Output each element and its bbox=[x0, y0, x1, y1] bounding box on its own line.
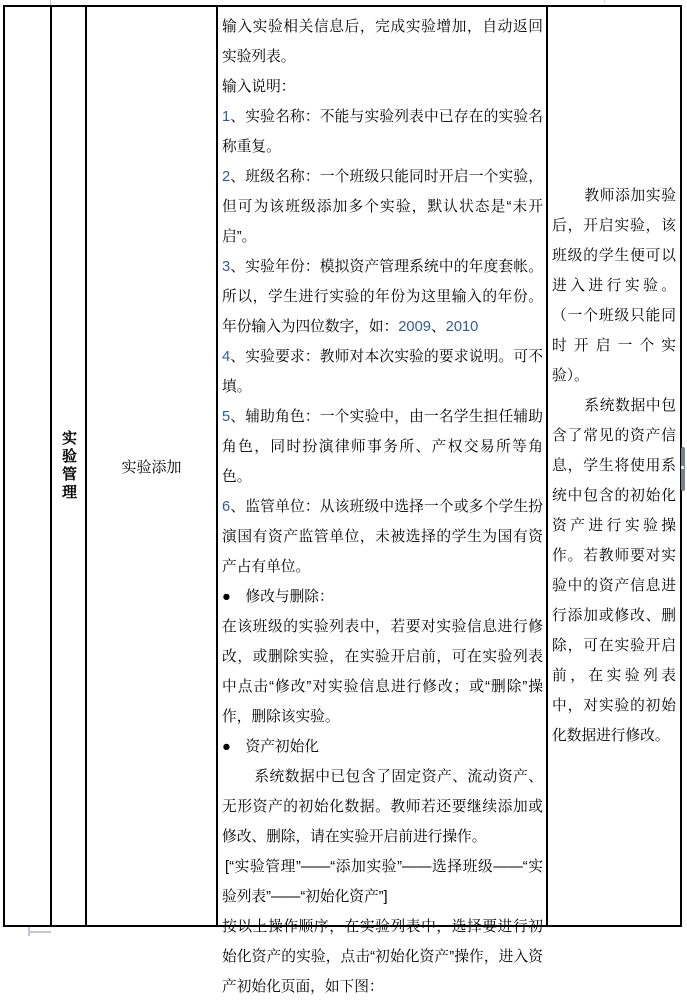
page-boundary-mark bbox=[28, 931, 51, 933]
paragraph bbox=[552, 181, 676, 391]
paragraph bbox=[222, 12, 543, 72]
paragraph bbox=[222, 252, 543, 342]
paragraph bbox=[222, 492, 543, 582]
table-cell-category bbox=[52, 7, 87, 925]
table-cell-instructions bbox=[218, 7, 548, 995]
text-run: 教师添加实验后，开启实验，该班级的学生便可以进入进行实验。（一个班级只能同时开启一个实验）。 bbox=[552, 188, 676, 384]
text-run: 、监管单位：从该班级中选择一个或多个学生扮演国有资产监管单位，未被选择的学生为国有资产占有单位。 bbox=[222, 499, 543, 575]
scrollbar-thumb[interactable] bbox=[681, 447, 685, 491]
category-label: 实验管理 bbox=[60, 430, 77, 502]
text-run: ● 修改与删除： bbox=[222, 589, 334, 605]
text-run: 2 bbox=[222, 169, 231, 185]
text-run: 输入实验相关信息后，完成实验增加，自动返回实验列表。 bbox=[222, 19, 543, 65]
text-run: 在该班级的实验列表中，若要对实验信息进行修改，或删除实验，在实验开启前，可在实验列表中点击“修改”对实验信息进行修改；或“删除”操作，删除该实验。 bbox=[222, 619, 543, 725]
text-run: 、班级名称：一个班级只能同时开启一个实验，但可为该班级添加多个实验，默认状态是“未开启”。 bbox=[222, 169, 543, 245]
paragraph bbox=[222, 762, 543, 852]
text-run: 系统数据中包含了常见的资产信息，学生将使用系统中包含的初始化资产进行实验操作。若教师要对实验中的资产信息进行添加或修改、删除，可在实验开启前，在实验列表中，对实验的初始化数据进行修改。 bbox=[552, 398, 676, 744]
paragraph bbox=[222, 102, 543, 162]
page-boundary-mark bbox=[28, 927, 30, 936]
text-run: 输入说明： bbox=[222, 79, 296, 95]
text-run: 、 bbox=[430, 319, 446, 335]
paragraph bbox=[222, 612, 543, 732]
text-run: ● 资产初始化 bbox=[222, 739, 319, 755]
scrollbar-grip-icon bbox=[681, 466, 684, 469]
feature-label: 实验添加 bbox=[121, 458, 182, 476]
note-text-block bbox=[552, 181, 676, 751]
paragraph bbox=[222, 852, 543, 912]
text-run: 2009 bbox=[398, 319, 431, 335]
table-cell-feature bbox=[87, 7, 218, 925]
text-run: 3 bbox=[222, 259, 231, 275]
paragraph bbox=[222, 912, 543, 1002]
text-run: 、实验名称：不能与实验列表中已存在的实验名称重复。 bbox=[222, 109, 543, 155]
table-cell-empty bbox=[5, 7, 52, 925]
text-run: 4 bbox=[222, 349, 231, 365]
paragraph bbox=[222, 732, 543, 762]
paragraph bbox=[222, 402, 543, 492]
paragraph bbox=[222, 582, 543, 612]
paragraph bbox=[222, 162, 543, 252]
text-run: 2010 bbox=[445, 319, 479, 335]
page-boundary-mark bbox=[604, 0, 605, 3]
paragraph bbox=[222, 342, 543, 402]
paragraph bbox=[222, 72, 543, 102]
text-run: 5 bbox=[222, 409, 231, 425]
text-run: 1 bbox=[222, 109, 231, 125]
text-run: 、实验年份：模拟资产管理系统中的年度套帐。所以，学生进行实验的年份为这里输入的年份。年份输入为四位数字，如： bbox=[222, 259, 543, 335]
text-run: 、实验要求：教师对本次实验的要求说明。可不填。 bbox=[222, 349, 543, 395]
text-run: 按以上操作顺序，在实验列表中，选择要进行初始化资产的实验，点击“初始化资产”操作，进入资产初始化页面，如下图： bbox=[222, 919, 543, 995]
text-run: 、辅助角色：一个实验中，由一名学生担任辅助角色，同时扮演律师事务所、产权交易所等角色。 bbox=[222, 409, 543, 485]
text-run: 6 bbox=[222, 499, 231, 515]
table-cell-note bbox=[548, 7, 680, 925]
manual-table bbox=[3, 5, 682, 995]
page-boundary-mark bbox=[50, 0, 51, 5]
paragraph bbox=[552, 391, 676, 751]
text-run: 系统数据中已包含了固定资产、流动资产、无形资产的初始化数据。教师若还要继续添加或修改、删除，请在实验开启前进行操作。 bbox=[222, 769, 543, 845]
text-run: [“实验管理”——“添加实验”——选择班级——“实验列表”——“初始化资产”] bbox=[222, 859, 543, 905]
